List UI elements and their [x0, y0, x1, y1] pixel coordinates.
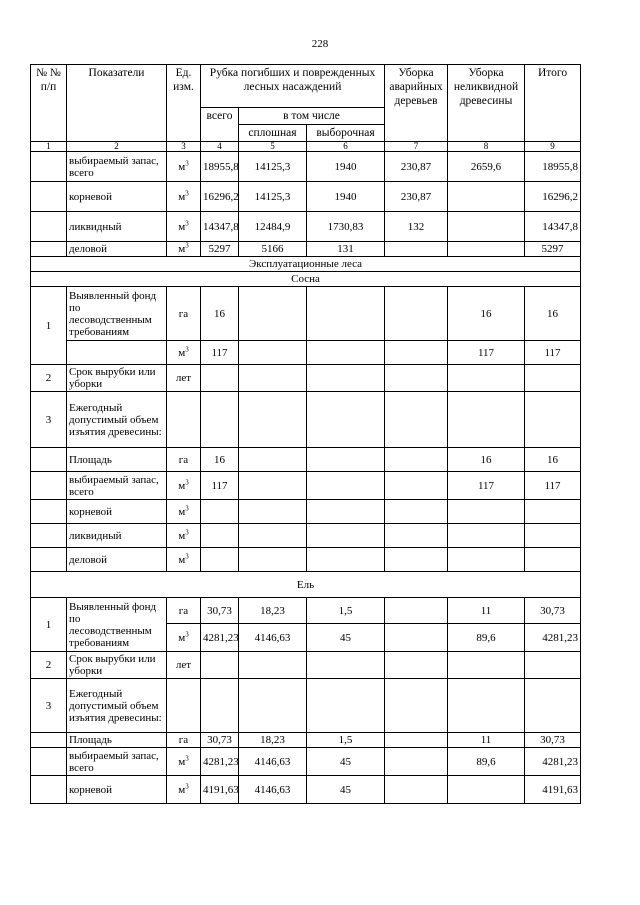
col-number: 9	[525, 142, 581, 152]
cell-illiquid: 16	[448, 448, 525, 472]
cell-total: 117	[201, 341, 239, 365]
cell-result: 117	[525, 341, 581, 365]
cell-result: 16	[525, 287, 581, 341]
row-label: Ежегодный допустимый объем изъятия древесины:	[67, 679, 167, 733]
table-row	[31, 242, 581, 257]
cell-illiquid: 11	[448, 598, 525, 624]
unit-m3: $м^3$	[167, 212, 201, 242]
table-row	[31, 287, 581, 341]
cell-illiquid: 89,6	[448, 624, 525, 652]
table-row	[31, 748, 581, 776]
table-row	[31, 448, 581, 472]
cell-total: 5297	[201, 242, 239, 257]
cell-selective: 1,5	[307, 733, 385, 748]
header-clear: сплошная	[239, 125, 307, 142]
cell-clear: 5166	[239, 242, 307, 257]
cell-total: 30,73	[201, 733, 239, 748]
cell-selective: 45	[307, 624, 385, 652]
col-number: 3	[167, 142, 201, 152]
row-label: выбираемый запас, всего	[67, 748, 167, 776]
cell-selective: 1940	[307, 182, 385, 212]
row-label: Площадь	[67, 733, 167, 748]
unit-years: лет	[167, 652, 201, 679]
row-label: Площадь	[67, 448, 167, 472]
cell-illiquid	[448, 242, 525, 257]
cell-result: 14347,8	[525, 212, 581, 242]
unit-ha: га	[167, 598, 201, 624]
cell-total: 4281,23	[201, 748, 239, 776]
row-label: корневой	[67, 182, 167, 212]
table-row	[31, 652, 581, 679]
column-numbers-row	[31, 142, 581, 152]
cell-selective: 1730,83	[307, 212, 385, 242]
table-row	[31, 152, 581, 182]
row-label: Ежегодный допустимый объем изъятия древесины:	[67, 392, 167, 448]
col-number: 4	[201, 142, 239, 152]
cell-emergency: 132	[385, 212, 448, 242]
cell-clear: 18,23	[239, 733, 307, 748]
unit-ha: га	[167, 448, 201, 472]
cell-illiquid: 117	[448, 341, 525, 365]
page-number: 228	[311, 38, 329, 50]
cell-result: 4191,63	[525, 776, 581, 804]
table-row	[31, 365, 581, 392]
cell-total: 4191,63	[201, 776, 239, 804]
row-label: выбираемый запас, всего	[67, 472, 167, 500]
cell-result: 5297	[525, 242, 581, 257]
row-label: деловой	[67, 242, 167, 257]
header-result: Итого	[525, 65, 581, 142]
row-number: 3	[31, 679, 67, 733]
header-emergency: Уборка аварийных деревьев	[385, 65, 448, 142]
cell-illiquid: 11	[448, 733, 525, 748]
cell-clear: 4146,63	[239, 776, 307, 804]
unit-m3: $м^3$	[167, 624, 201, 652]
row-label: деловой	[67, 548, 167, 572]
row-number: 3	[31, 392, 67, 448]
header-unit: Ед. изм.	[167, 65, 201, 142]
row-label: ликвидный	[67, 212, 167, 242]
table-row	[31, 548, 581, 572]
cell-selective: 1940	[307, 152, 385, 182]
cell-total: 16	[201, 448, 239, 472]
col-number: 6	[307, 142, 385, 152]
unit-m3: $м^3$	[167, 500, 201, 524]
table-row	[31, 212, 581, 242]
col-number: 8	[448, 142, 525, 152]
cell-illiquid: 2659,6	[448, 152, 525, 182]
unit-years: лет	[167, 365, 201, 392]
row-label: корневой	[67, 776, 167, 804]
header-num: № № п/п	[31, 65, 67, 142]
row-label: корневой	[67, 500, 167, 524]
table-row	[31, 679, 581, 733]
table-row	[31, 733, 581, 748]
cell-total: 4281,23	[201, 624, 239, 652]
table-row	[31, 472, 581, 500]
header-row-1	[31, 65, 581, 108]
header-illiquid: Уборка неликвидной древесины	[448, 65, 525, 142]
col-number: 5	[239, 142, 307, 152]
cell-result: 4281,23	[525, 624, 581, 652]
unit-m3: $м^3$	[167, 748, 201, 776]
row-number: 2	[31, 652, 67, 679]
cell-illiquid	[448, 212, 525, 242]
cell-selective: 1,5	[307, 598, 385, 624]
felling-table	[30, 64, 581, 804]
table-row	[31, 500, 581, 524]
table-row	[31, 598, 581, 624]
table-row	[31, 341, 581, 365]
cell-total: 117	[201, 472, 239, 500]
unit-m3: $м^3$	[167, 341, 201, 365]
row-number: 1	[31, 287, 67, 365]
row-label: Срок вырубки или уборки	[67, 652, 167, 679]
species-pine: Сосна	[31, 272, 581, 287]
section-title: Эксплуатационные леса	[31, 257, 581, 272]
col-number: 1	[31, 142, 67, 152]
cell-clear: 4146,63	[239, 748, 307, 776]
row-label: Срок вырубки или уборки	[67, 365, 167, 392]
cell-illiquid: 89,6	[448, 748, 525, 776]
species-spruce: Ель	[31, 572, 581, 598]
cell-selective: 131	[307, 242, 385, 257]
cell-emergency: 230,87	[385, 152, 448, 182]
species-row	[31, 272, 581, 287]
header-total: всего	[201, 108, 239, 142]
row-number: 1	[31, 598, 67, 652]
unit-m3: $м^3$	[167, 776, 201, 804]
row-label: выбираемый запас, всего	[67, 152, 167, 182]
table-row	[31, 182, 581, 212]
unit-m3: $м^3$	[167, 548, 201, 572]
table-row	[31, 776, 581, 804]
cell-clear: 14125,3	[239, 182, 307, 212]
row-label: Выявленный фонд по лесоводственным требованиям	[67, 287, 167, 341]
cell-total: 18955,8	[201, 152, 239, 182]
cell-total: 16296,2	[201, 182, 239, 212]
unit-ha: га	[167, 733, 201, 748]
cell-result: 16296,2	[525, 182, 581, 212]
cell-result: 30,73	[525, 733, 581, 748]
cell-clear: 4146,63	[239, 624, 307, 652]
header-indicator: Показатели	[67, 65, 167, 142]
unit-m3: $м^3$	[167, 524, 201, 548]
unit-m3: $м^3$	[167, 182, 201, 212]
cell-result: 117	[525, 472, 581, 500]
cell-total: 30,73	[201, 598, 239, 624]
cell-illiquid: 16	[448, 287, 525, 341]
unit-m3: $м^3$	[167, 472, 201, 500]
cell-result: 30,73	[525, 598, 581, 624]
cell-clear: 18,23	[239, 598, 307, 624]
species-row	[31, 572, 581, 598]
cell-clear: 14125,3	[239, 152, 307, 182]
unit-m3: $м^3$	[167, 152, 201, 182]
row-label: ликвидный	[67, 524, 167, 548]
cell-total: 14347,8	[201, 212, 239, 242]
cell-total: 16	[201, 287, 239, 341]
cell-result: 16	[525, 448, 581, 472]
cell-selective: 45	[307, 748, 385, 776]
col-number: 2	[67, 142, 167, 152]
cell-clear: 12484,9	[239, 212, 307, 242]
header-incl: в том числе	[239, 108, 385, 125]
cell-illiquid	[448, 182, 525, 212]
cell-emergency: 230,87	[385, 182, 448, 212]
cell-result: 4281,23	[525, 748, 581, 776]
row-label: Выявленный фонд по лесоводственным требованиям	[67, 598, 167, 652]
unit-m3: $м^3$	[167, 242, 201, 257]
header-felling: Рубка погибших и поврежденных лесных насаждений	[201, 65, 385, 108]
unit-ha: га	[167, 287, 201, 341]
header-selective: выборочная	[307, 125, 385, 142]
row-number: 2	[31, 365, 67, 392]
table-row	[31, 392, 581, 448]
col-number: 7	[385, 142, 448, 152]
cell-selective: 45	[307, 776, 385, 804]
section-row	[31, 257, 581, 272]
cell-illiquid: 117	[448, 472, 525, 500]
table-row	[31, 524, 581, 548]
cell-result: 18955,8	[525, 152, 581, 182]
cell-emergency	[385, 242, 448, 257]
